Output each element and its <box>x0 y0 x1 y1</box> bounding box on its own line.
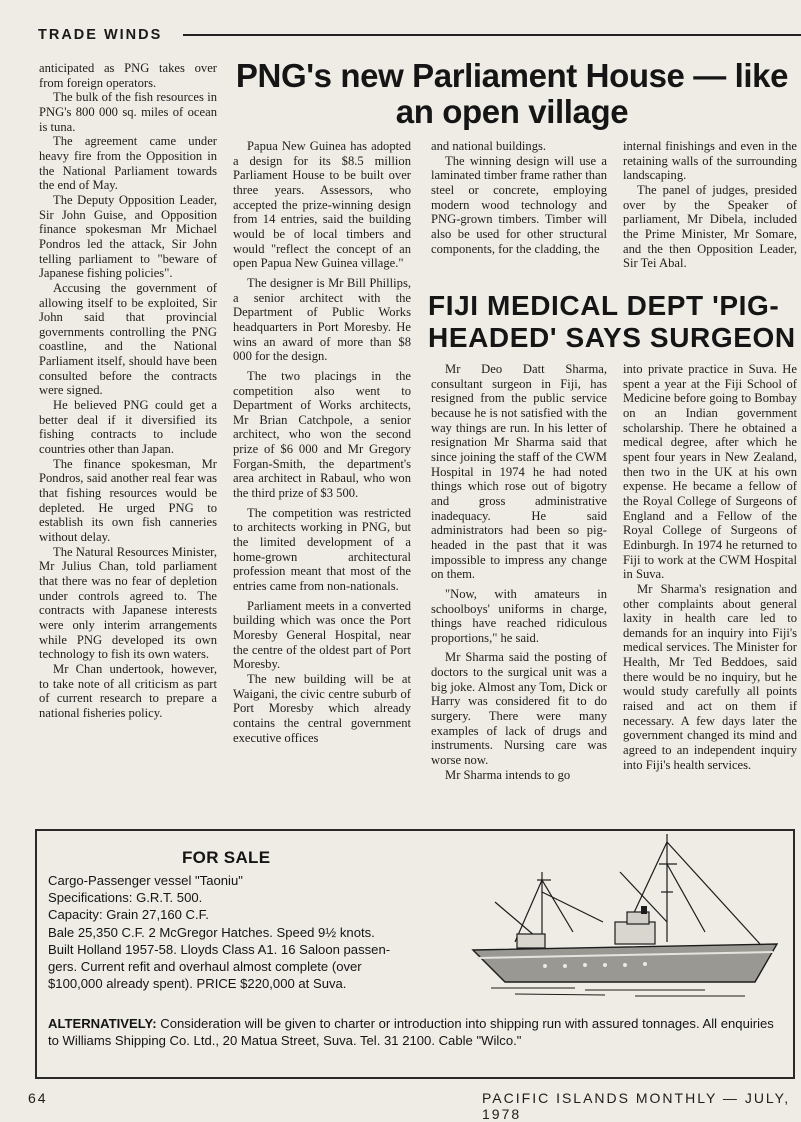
advert-alternatively <box>48 1015 788 1049</box>
paragraph: Mr Chan undertook, however, to take note of all criticism as part of current research to prepare a national fisheries policy. <box>39 661 217 720</box>
paragraph: The bulk of the fish resources in PNG's 800 000 sq. miles of ocean is tuna. <box>39 90 217 134</box>
advert-line: Bale 25,350 C.F. 2 McGregor Hatches. Speed 9½ knots. <box>48 924 375 940</box>
paragraph: into private practice in Suva. He spent a year at the Fiji School of Medicine before going to Bombay on an Indian government scholarship. There he obtained a medical degree, after which he spent four years in New Zealand, then two in the UK at his own expense. He became a fellow of the Royal College of Surgeons of England and a Fellow of the Royal College of Surgeons of Edinburgh. In 1974 he returned to Fiji to work at the CWM Hospital in Suva. <box>623 362 797 582</box>
column-fiji-1 <box>431 362 607 782</box>
paragraph: Papua New Guinea has adopted a design for its $8.5 million Parliament House to be built over three years. Assessors, who accepted the prize-winning design from 14 entries, said the building would be of local timbers and would "reflect the concept of an open Papua New Guinea village." <box>233 139 411 271</box>
headline-parliament-house: PNG's new Parliament House — like an open village <box>235 57 789 130</box>
paragraph: He believed PNG could get a better deal if it diversified its fishing contracts to include countries other than Japan. <box>39 398 217 457</box>
paragraph: The agreement came under heavy fire from the Opposition in the National Parliament towards the end of May. <box>39 134 217 193</box>
column-fiji-2 <box>623 362 797 772</box>
paragraph: anticipated as PNG takes over from foreign operators. <box>39 61 217 90</box>
page-footer <box>0 1090 801 1122</box>
advert-line: gers. Current refit and overhaul almost complete (over <box>48 959 362 975</box>
paragraph: The finance spokesman, Mr Pondros, said another real fear was that fishing resources would be depleted. He urged PNG to establish its own fish canneries without delay. <box>39 456 217 544</box>
advert-line: Cargo-Passenger vessel "Taoniu" <box>48 873 243 888</box>
advert-line: Specifications: G.R.T. 500. <box>48 890 203 906</box>
paragraph: and national buildings. <box>431 139 547 153</box>
paragraph: Parliament meets in a converted building which was once the Port Moresby General Hospital, near the centre of the oldest part of Port Moresby. <box>233 598 411 672</box>
paragraph: The two placings in the competition also went to Department of Works architects, Mr Brian Catchpole, a senior architect, who won the second prize of $6 000 and Mr Gregory Forgan-Smith, the department's area architect in Rabaul, who won the third prize of $3 500. <box>233 368 411 501</box>
paragraph: "Now, with amateurs in schoolboys' uniforms in charge, things have reached ridiculous proportions," he said. <box>431 586 607 645</box>
paragraph: Mr Deo Datt Sharma, consultant surgeon in Fiji, has resigned from the public service because he is not satisfied with the way things are run. In his letter of resignation Mr Sharma said that since joining the staff of the CWM Hospital in 1974 he had noted things which rose out of bigotry and gross administrative inadequacy. He said administrators had been so pig-headed in the past that it was impossible to impress any change on them. <box>431 362 607 582</box>
advert-alt-label: ALTERNATIVELY: <box>48 1016 157 1031</box>
column-fishing-story <box>39 61 217 721</box>
advert-line: Built Holland 1957-58. Lloyds Class A1. 16 Saloon passen- <box>48 941 391 957</box>
advert-line: Capacity: Grain 27,160 C.F. <box>48 907 209 923</box>
advert-line: $100,000 already spent). PRICE $220,000 at Suva. <box>48 976 347 992</box>
paragraph: The designer is Mr Bill Phillips, a senior architect with the Department of Public Works headquarters in Port Moresby. He wins an award of more than $8 000 for the design. <box>233 275 411 364</box>
paragraph: Accusing the government of allowing itself to be exploited, Sir John said that provincial governments controlling the PNG coastline, and the National Parliament itself, should have been consulted before the contracts were signed. <box>39 280 217 398</box>
paragraph: The Deputy Opposition Leader, Sir John Guise, and Opposition finance spokesman Mr Michael Pondros led the attack, Sir John telling parliament to "beware of Japanese fishing policies". <box>39 192 217 281</box>
page-number: 64 <box>28 1090 48 1106</box>
column-parliament-1 <box>233 139 411 745</box>
paragraph: The panel of judges, presided over by the Speaker of parliament, Mr Dibela, included the Prime Minister, Mr Somare, and the then Opposition Leader, Sir Tei Abal. <box>623 182 797 271</box>
headline-fiji-surgeon: FIJI MEDICAL DEPT 'PIG-HEADED' SAYS SURGEON <box>428 290 796 353</box>
section-header: TRADE WINDS <box>38 27 163 43</box>
advert-title: FOR SALE <box>182 848 271 867</box>
paragraph: internal finishings and even in the retaining walls of the surrounding landscaping. <box>623 139 797 183</box>
paragraph: Mr Sharma's resignation and other complaints about general laxity in health care led to demands for an inquiry into Fiji's medical services. The Minister for Health, Mr Ted Beddoes, said there would be no inquiry, but he would study carefully all points raised and act on them if necessary. A few days later the government changed its mind and agreed to an independent inquiry into Fiji's health services. <box>623 581 797 772</box>
paragraph: The Natural Resources Minister, Mr Julius Chan, told parliament that there was no fear of depletion under controls agreed to. The contracts with Japanese interests were only interim arrangements while PNG developed its own technology to fish its own waters. <box>39 544 217 662</box>
paragraph: The new building will be at Waigani, the civic centre suburb of Port Moresby which already contains the central government executive offices <box>233 671 411 745</box>
ship-illustration <box>455 832 785 1012</box>
paragraph: Mr Sharma intends to go <box>445 767 571 782</box>
header-rule <box>183 34 801 36</box>
advert-alt-text: Consideration will be given to charter or introduction into shipping run with assured tonnages. All enquiries to Williams Shipping Co. Ltd., 20 Matua Street, Suva. Tel. 31 2100. Cable "Wilco." <box>48 1016 774 1048</box>
paragraph: The winning design will use a laminated timber frame rather than steel or concrete, employing modern wood technology and PNG-grown timbers. Timber will also be used for other structural components, for the cladding, the <box>431 153 607 256</box>
advert-details <box>48 872 440 992</box>
paragraph: Mr Sharma said the posting of doctors to the surgical unit was a big joke. Almost any Tom, Dick or Harry was considered fit to do surgery. There were many examples of lack of drugs and instruments. Nursing care was worse now. <box>431 650 607 768</box>
column-parliament-3 <box>623 139 797 271</box>
paragraph: The competition was restricted to architects working in PNG, but the limited development of a home-grown architectural profession meant that most of the entries came from non-nationals. <box>233 505 411 594</box>
publication-title: PACIFIC ISLANDS MONTHLY — JULY, 1978 <box>482 1090 791 1122</box>
column-parliament-2 <box>431 139 607 256</box>
